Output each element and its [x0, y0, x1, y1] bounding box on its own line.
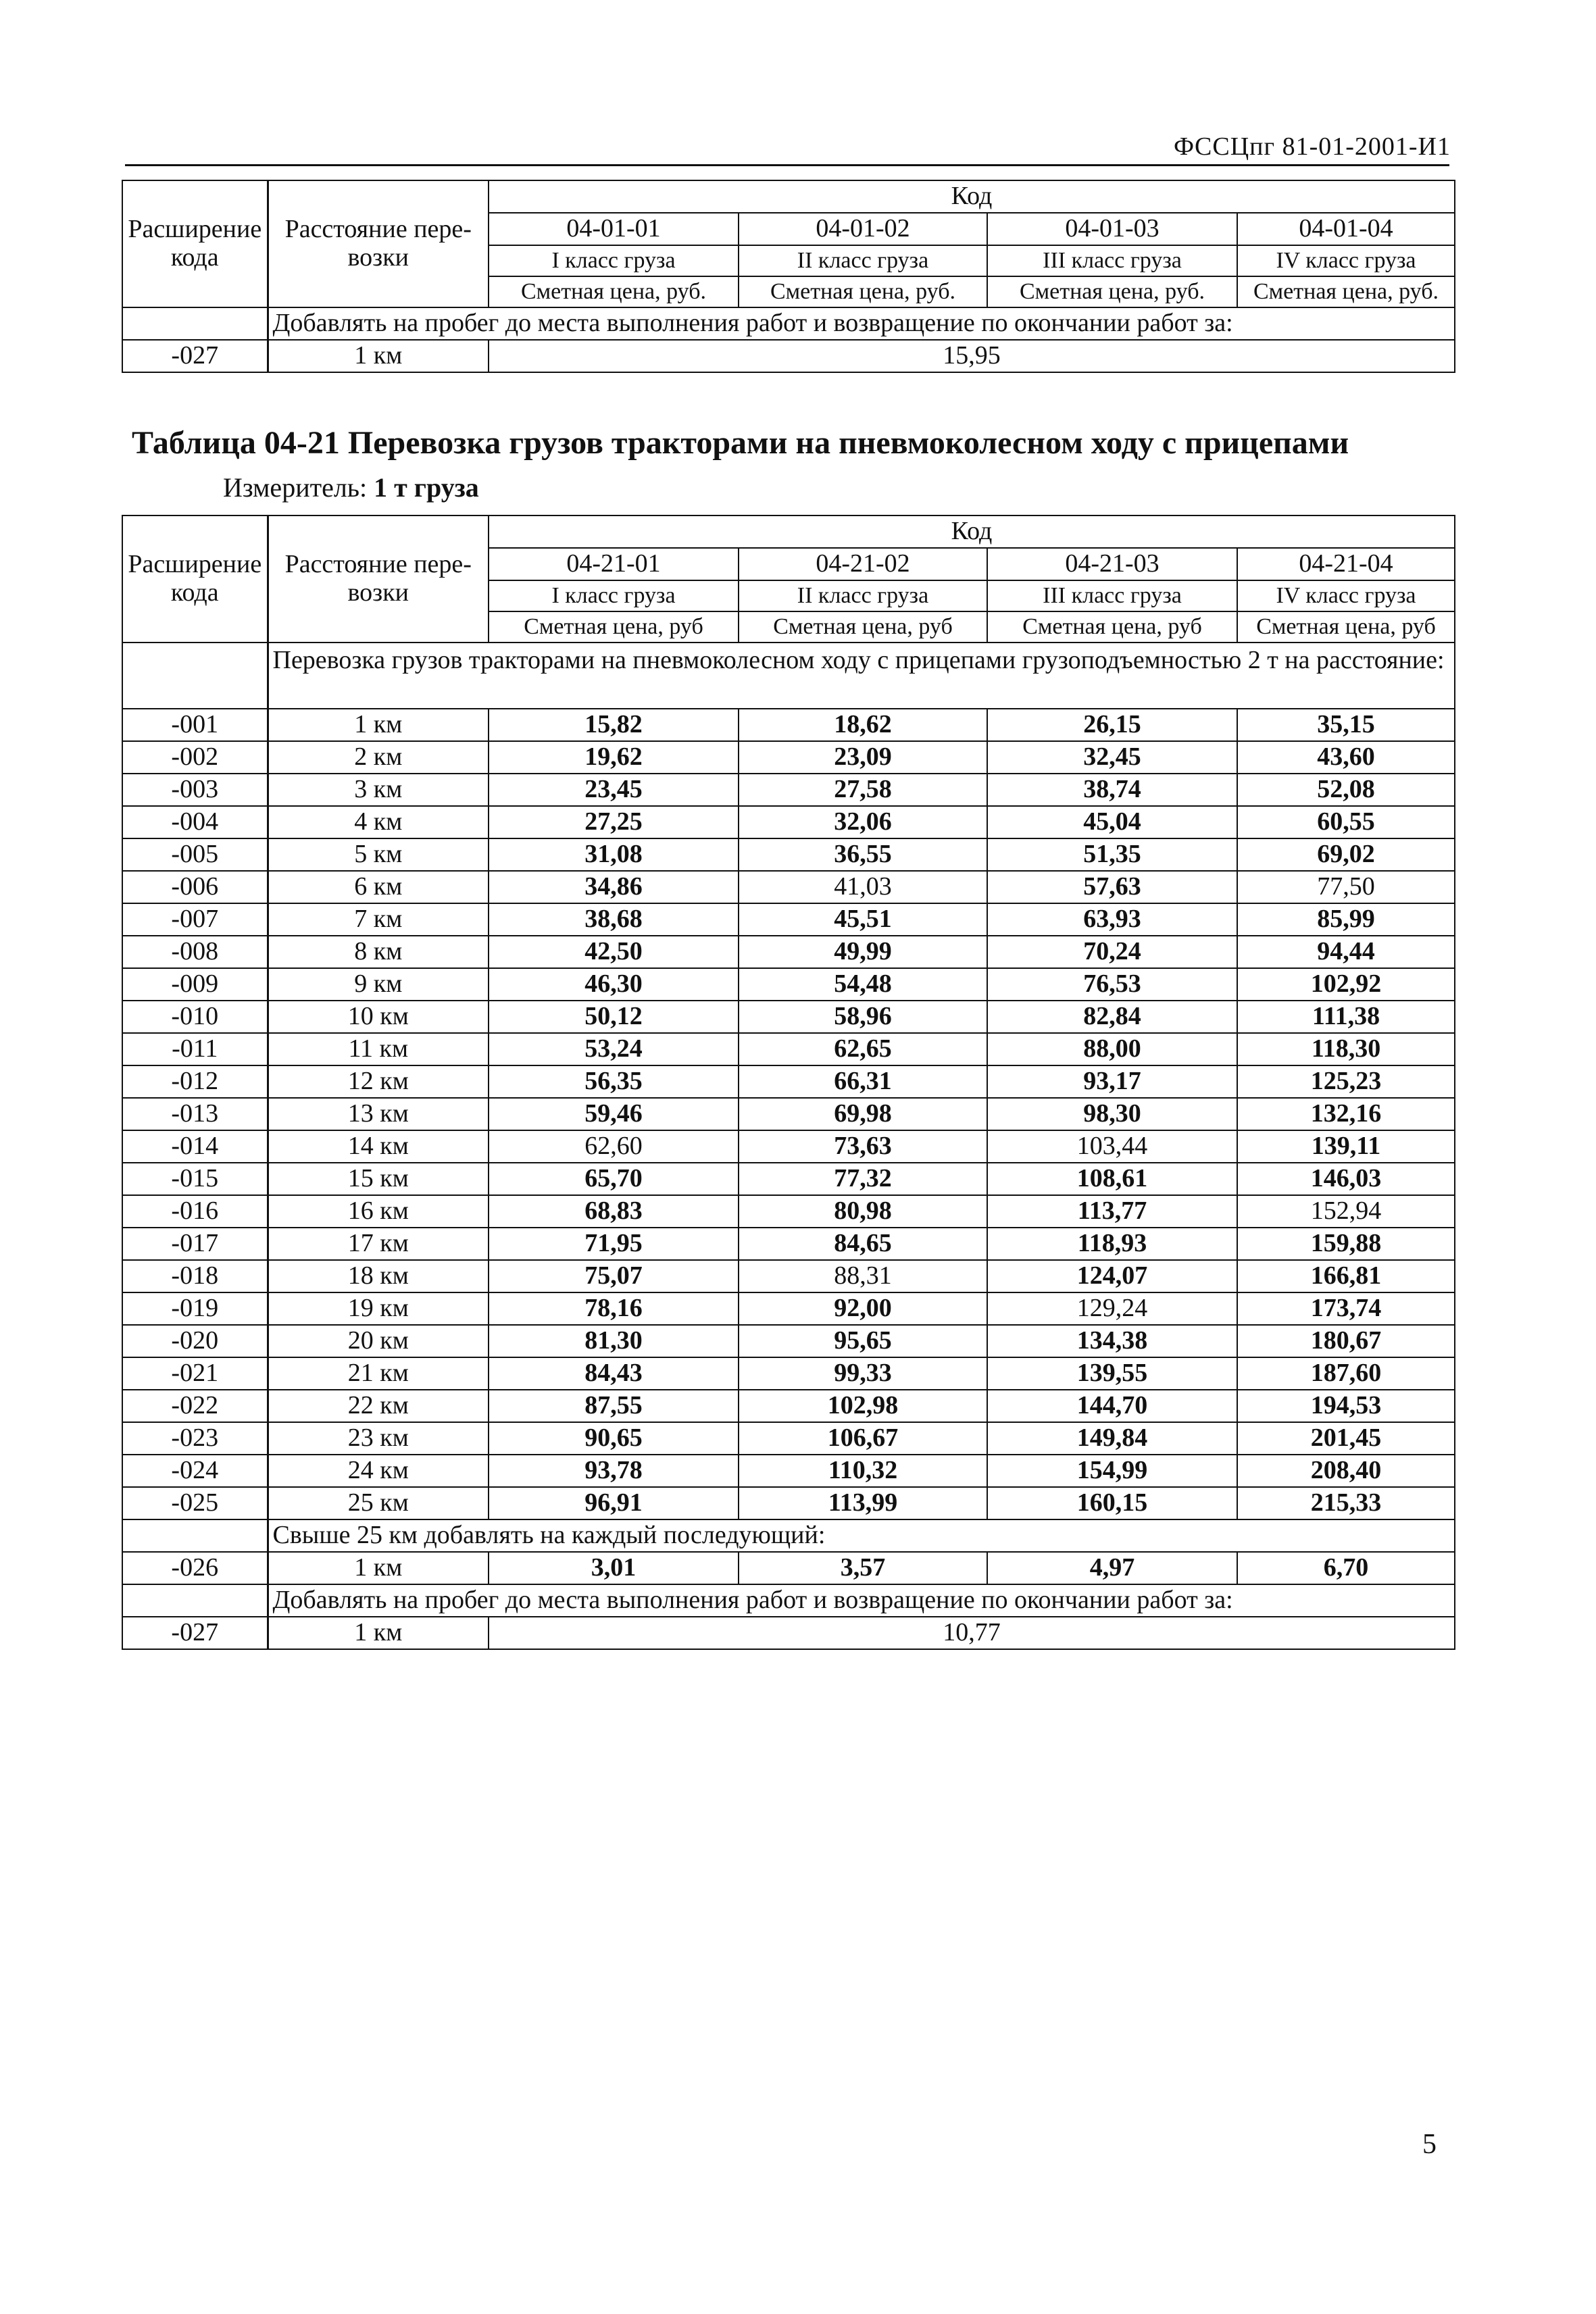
empty-cell: [122, 643, 268, 709]
note-row: [122, 1584, 1455, 1617]
price-cell: 90,65: [489, 1422, 739, 1455]
price-cell: 96,91: [489, 1487, 739, 1519]
price-cell: 43,60: [1237, 741, 1455, 774]
price-cell: 15,82: [489, 709, 739, 741]
row-value: 15,95: [489, 340, 1455, 372]
price-cell: 88,31: [739, 1260, 987, 1292]
table-row: [122, 1065, 1455, 1098]
row-extension: -020: [122, 1325, 268, 1357]
price-cell: 134,38: [987, 1325, 1237, 1357]
price-cell: 215,33: [1237, 1487, 1455, 1519]
document-code: ФССЦпг 81-01-2001-И1: [1174, 132, 1451, 161]
code-cell: 04-21-03: [987, 548, 1237, 580]
price-cell: 85,99: [1237, 903, 1455, 936]
price-cell: 160,15: [987, 1487, 1237, 1519]
class-cell: I класс груза: [489, 580, 739, 611]
header-distance: Расстояние пере-возки: [268, 515, 489, 643]
price-cell: 45,04: [987, 806, 1237, 838]
price-cell: 63,93: [987, 903, 1237, 936]
price-cell: 125,23: [1237, 1065, 1455, 1098]
price-cell: 31,08: [489, 838, 739, 871]
table-row: [122, 1455, 1455, 1487]
code-cell: 04-21-01: [489, 548, 739, 580]
table-row: [122, 1163, 1455, 1195]
class-cell: II класс груза: [739, 245, 987, 276]
price-cell: 146,03: [1237, 1163, 1455, 1195]
price-cell: 78,16: [489, 1292, 739, 1325]
code-cell: 04-01-02: [739, 213, 987, 245]
empty-cell: [122, 307, 268, 340]
row-extension: -015: [122, 1163, 268, 1195]
row-distance: 13 км: [268, 1098, 489, 1130]
price-cell: 154,99: [987, 1455, 1237, 1487]
price-cell: 6,70: [1237, 1552, 1455, 1584]
price-cell: 27,25: [489, 806, 739, 838]
header-kod: Код: [489, 515, 1455, 548]
price-cell: 106,67: [739, 1422, 987, 1455]
row-extension: -023: [122, 1422, 268, 1455]
table-row: [122, 838, 1455, 871]
price-cell: 152,94: [1237, 1195, 1455, 1228]
table-row: [122, 1422, 1455, 1455]
measure-label: Измеритель:: [223, 472, 368, 503]
price-cell: 77,32: [739, 1163, 987, 1195]
row-extension: -006: [122, 871, 268, 903]
table-row: [122, 1195, 1455, 1228]
price-cell: 35,15: [1237, 709, 1455, 741]
row-distance: 21 км: [268, 1357, 489, 1390]
price-cell: 132,16: [1237, 1098, 1455, 1130]
row-distance: 23 км: [268, 1422, 489, 1455]
table-row: [122, 774, 1455, 806]
row-extension: -025: [122, 1487, 268, 1519]
table-row: [122, 1552, 1455, 1584]
price-label-cell: Сметная цена, руб.: [489, 276, 739, 307]
row-distance: 14 км: [268, 1130, 489, 1163]
price-cell: 82,84: [987, 1001, 1237, 1033]
extra-note: Свыше 25 км добавлять на каждый последующий:: [268, 1519, 1455, 1552]
price-cell: 102,98: [739, 1390, 987, 1422]
price-cell: 73,63: [739, 1130, 987, 1163]
row-distance: 20 км: [268, 1325, 489, 1357]
row-distance: 1 км: [268, 1552, 489, 1584]
price-cell: 84,43: [489, 1357, 739, 1390]
class-cell: III класс груза: [987, 245, 1237, 276]
row-extension: -027: [122, 340, 268, 372]
price-cell: 38,68: [489, 903, 739, 936]
table-row: [122, 1130, 1455, 1163]
row-extension: -022: [122, 1390, 268, 1422]
price-cell: 144,70: [987, 1390, 1237, 1422]
price-cell: 50,12: [489, 1001, 739, 1033]
note-row: [122, 1519, 1455, 1552]
price-cell: 41,03: [739, 871, 987, 903]
price-cell: 124,07: [987, 1260, 1237, 1292]
price-cell: 208,40: [1237, 1455, 1455, 1487]
price-cell: 3,01: [489, 1552, 739, 1584]
price-label-cell: Сметная цена, руб: [489, 611, 739, 643]
price-cell: 98,30: [987, 1098, 1237, 1130]
row-extension: -004: [122, 806, 268, 838]
table-row: [122, 1390, 1455, 1422]
price-cell: 60,55: [1237, 806, 1455, 838]
table-row: [122, 871, 1455, 903]
table-row: [122, 1098, 1455, 1130]
price-cell: 93,17: [987, 1065, 1237, 1098]
row-distance: 1 км: [268, 340, 489, 372]
price-cell: 3,57: [739, 1552, 987, 1584]
price-cell: 62,65: [739, 1033, 987, 1065]
price-cell: 19,62: [489, 741, 739, 774]
row-distance: 9 км: [268, 968, 489, 1001]
row-distance: 24 км: [268, 1455, 489, 1487]
price-cell: 129,24: [987, 1292, 1237, 1325]
price-cell: 166,81: [1237, 1260, 1455, 1292]
row-extension: -013: [122, 1098, 268, 1130]
row-extension: -005: [122, 838, 268, 871]
price-cell: 46,30: [489, 968, 739, 1001]
measure-value: 1 т груза: [374, 472, 479, 503]
price-cell: 87,55: [489, 1390, 739, 1422]
price-cell: 34,86: [489, 871, 739, 903]
price-cell: 180,67: [1237, 1325, 1455, 1357]
price-cell: 84,65: [739, 1228, 987, 1260]
row-distance: 16 км: [268, 1195, 489, 1228]
price-cell: 69,02: [1237, 838, 1455, 871]
price-cell: 4,97: [987, 1552, 1237, 1584]
price-cell: 81,30: [489, 1325, 739, 1357]
price-label-cell: Сметная цена, руб.: [739, 276, 987, 307]
code-cell: 04-01-03: [987, 213, 1237, 245]
price-cell: 88,00: [987, 1033, 1237, 1065]
code-cell: 04-01-04: [1237, 213, 1455, 245]
row-distance: 1 км: [268, 709, 489, 741]
class-cell: IV класс груза: [1237, 580, 1455, 611]
measure-line: [223, 472, 479, 503]
price-cell: 70,24: [987, 936, 1237, 968]
price-cell: 53,24: [489, 1033, 739, 1065]
table-row: [122, 806, 1455, 838]
price-cell: 52,08: [1237, 774, 1455, 806]
row-extension: -001: [122, 709, 268, 741]
table-04-01: [122, 180, 1455, 373]
table-row: [122, 903, 1455, 936]
price-cell: 139,55: [987, 1357, 1237, 1390]
row-extension: -019: [122, 1292, 268, 1325]
price-cell: 62,60: [489, 1130, 739, 1163]
row-distance: 19 км: [268, 1292, 489, 1325]
header-kod: Код: [489, 180, 1455, 213]
table-row: [122, 1260, 1455, 1292]
price-cell: 111,38: [1237, 1001, 1455, 1033]
empty-cell: [122, 1519, 268, 1552]
class-cell: II класс груза: [739, 580, 987, 611]
price-cell: 113,99: [739, 1487, 987, 1519]
price-cell: 65,70: [489, 1163, 739, 1195]
table-row: [122, 1357, 1455, 1390]
row-value: 10,77: [489, 1617, 1455, 1649]
row-distance: 6 км: [268, 871, 489, 903]
row-distance: 12 км: [268, 1065, 489, 1098]
row-extension: -024: [122, 1455, 268, 1487]
table-row: [122, 741, 1455, 774]
price-cell: 139,11: [1237, 1130, 1455, 1163]
row-extension: -016: [122, 1195, 268, 1228]
class-cell: IV класс груза: [1237, 245, 1455, 276]
price-cell: 99,33: [739, 1357, 987, 1390]
row-extension: -027: [122, 1617, 268, 1649]
code-cell: 04-01-01: [489, 213, 739, 245]
code-cell: 04-21-02: [739, 548, 987, 580]
code-cell: 04-21-04: [1237, 548, 1455, 580]
row-extension: -021: [122, 1357, 268, 1390]
price-cell: 57,63: [987, 871, 1237, 903]
price-cell: 187,60: [1237, 1357, 1455, 1390]
price-cell: 108,61: [987, 1163, 1237, 1195]
price-cell: 59,46: [489, 1098, 739, 1130]
price-cell: 66,31: [739, 1065, 987, 1098]
price-cell: 94,44: [1237, 936, 1455, 968]
row-extension: -011: [122, 1033, 268, 1065]
price-cell: 149,84: [987, 1422, 1237, 1455]
price-cell: 77,50: [1237, 871, 1455, 903]
table-row: [122, 1033, 1455, 1065]
price-cell: 26,15: [987, 709, 1237, 741]
price-cell: 80,98: [739, 1195, 987, 1228]
table-row: [122, 1617, 1455, 1649]
price-cell: 23,09: [739, 741, 987, 774]
price-cell: 110,32: [739, 1455, 987, 1487]
row-extension: -014: [122, 1130, 268, 1163]
intro-note: Перевозка грузов тракторами на пневмоколесном ходу с прицепами грузоподъемностью 2 т на расстояние:: [268, 643, 1455, 709]
table-row: [122, 1292, 1455, 1325]
row-distance: 22 км: [268, 1390, 489, 1422]
price-cell: 103,44: [987, 1130, 1237, 1163]
table-row: [122, 709, 1455, 741]
price-cell: 76,53: [987, 968, 1237, 1001]
header-extension: Расширение кода: [122, 180, 268, 307]
price-cell: 113,77: [987, 1195, 1237, 1228]
row-extension: -003: [122, 774, 268, 806]
row-distance: 4 км: [268, 806, 489, 838]
price-cell: 69,98: [739, 1098, 987, 1130]
price-cell: 71,95: [489, 1228, 739, 1260]
table-row: [122, 936, 1455, 968]
price-cell: 32,45: [987, 741, 1237, 774]
row-extension: -026: [122, 1552, 268, 1584]
row-extension: -012: [122, 1065, 268, 1098]
price-cell: 27,58: [739, 774, 987, 806]
trip-note: Добавлять на пробег до места выполнения работ и возвращение по окончании работ за:: [268, 307, 1455, 340]
price-cell: 118,30: [1237, 1033, 1455, 1065]
row-distance: 5 км: [268, 838, 489, 871]
row-distance: 15 км: [268, 1163, 489, 1195]
price-cell: 42,50: [489, 936, 739, 968]
price-cell: 194,53: [1237, 1390, 1455, 1422]
table-row: [122, 1487, 1455, 1519]
price-cell: 95,65: [739, 1325, 987, 1357]
header-extension: Расширение кода: [122, 515, 268, 643]
price-cell: 159,88: [1237, 1228, 1455, 1260]
row-extension: -007: [122, 903, 268, 936]
row-extension: -008: [122, 936, 268, 968]
table-04-21: [122, 515, 1455, 1650]
header-distance: Расстояние пере-возки: [268, 180, 489, 307]
row-distance: 11 км: [268, 1033, 489, 1065]
price-cell: 45,51: [739, 903, 987, 936]
price-cell: 56,35: [489, 1065, 739, 1098]
class-cell: I класс груза: [489, 245, 739, 276]
row-extension: -018: [122, 1260, 268, 1292]
row-distance: 1 км: [268, 1617, 489, 1649]
header-rule: [125, 164, 1449, 166]
table-row: [122, 1228, 1455, 1260]
table-row: [122, 968, 1455, 1001]
row-distance: 25 км: [268, 1487, 489, 1519]
price-label-cell: Сметная цена, руб: [739, 611, 987, 643]
price-cell: 201,45: [1237, 1422, 1455, 1455]
table-title: Таблица 04-21 Перевозка грузов тракторами на пневмоколесном ходу с прицепами: [132, 425, 1349, 461]
empty-cell: [122, 1584, 268, 1617]
price-cell: 32,06: [739, 806, 987, 838]
price-cell: 58,96: [739, 1001, 987, 1033]
row-distance: 2 км: [268, 741, 489, 774]
price-label-cell: Сметная цена, руб.: [987, 276, 1237, 307]
price-cell: 68,83: [489, 1195, 739, 1228]
price-label-cell: Сметная цена, руб.: [1237, 276, 1455, 307]
price-cell: 75,07: [489, 1260, 739, 1292]
price-cell: 118,93: [987, 1228, 1237, 1260]
row-distance: 3 км: [268, 774, 489, 806]
price-cell: 18,62: [739, 709, 987, 741]
price-cell: 93,78: [489, 1455, 739, 1487]
table-row: [122, 1325, 1455, 1357]
row-extension: -002: [122, 741, 268, 774]
price-cell: 23,45: [489, 774, 739, 806]
row-distance: 7 км: [268, 903, 489, 936]
trip-note: Добавлять на пробег до места выполнения работ и возвращение по окончании работ за:: [268, 1584, 1455, 1617]
price-cell: 51,35: [987, 838, 1237, 871]
price-label-cell: Сметная цена, руб: [987, 611, 1237, 643]
row-extension: -010: [122, 1001, 268, 1033]
price-label-cell: Сметная цена, руб: [1237, 611, 1455, 643]
price-cell: 54,48: [739, 968, 987, 1001]
row-extension: -009: [122, 968, 268, 1001]
row-distance: 10 км: [268, 1001, 489, 1033]
price-cell: 38,74: [987, 774, 1237, 806]
price-cell: 49,99: [739, 936, 987, 968]
row-distance: 17 км: [268, 1228, 489, 1260]
price-cell: 173,74: [1237, 1292, 1455, 1325]
price-cell: 36,55: [739, 838, 987, 871]
price-cell: 92,00: [739, 1292, 987, 1325]
page-number: 5: [1422, 2129, 1437, 2160]
row-distance: 8 км: [268, 936, 489, 968]
price-cell: 102,92: [1237, 968, 1455, 1001]
class-cell: III класс груза: [987, 580, 1237, 611]
row-distance: 18 км: [268, 1260, 489, 1292]
table-row: [122, 1001, 1455, 1033]
row-extension: -017: [122, 1228, 268, 1260]
